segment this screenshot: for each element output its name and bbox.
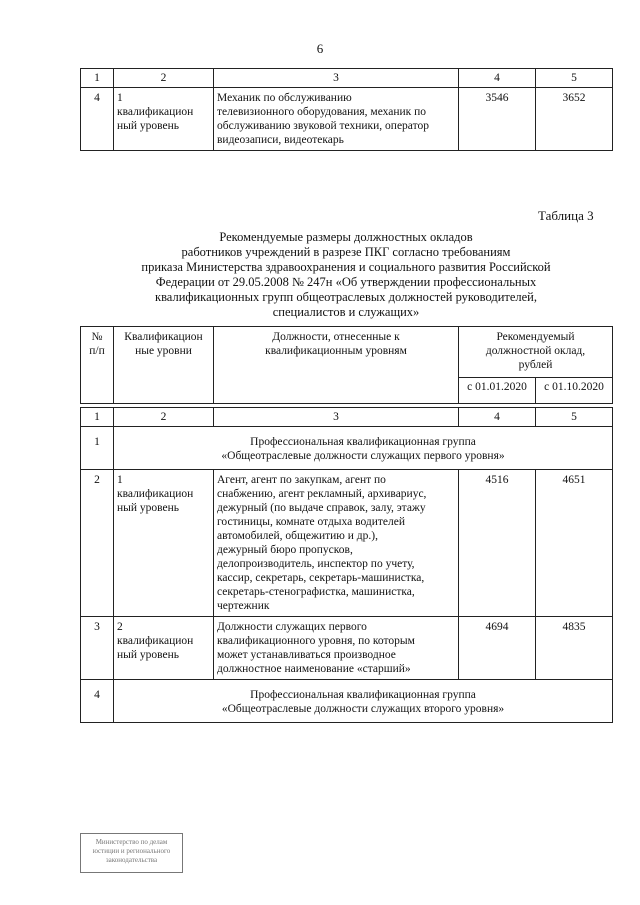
header-text: ные уровни (135, 345, 192, 357)
positions-line: телевизионного оборудования, механик по (217, 106, 427, 118)
header-text: п/п (89, 345, 105, 357)
stamp-line: законодательства (105, 856, 158, 864)
row-number: 1 (81, 427, 114, 470)
group-row (81, 680, 613, 723)
col-number-cell: 5 (536, 69, 613, 88)
positions-line: должностное наименование «старший» (217, 663, 411, 675)
title-line: работников учреждений в разрезе ПКГ согласно требованиям (181, 245, 511, 259)
group-title-line: «Общеотраслевые должности служащих второго уровня» (221, 703, 505, 715)
salary-table (80, 326, 613, 723)
positions-line: дежурный бюро пропусков, (217, 544, 353, 556)
positions-line: дежурный (по выдаче справок, залу, этажу (217, 502, 426, 514)
positions-line: кассир, секретарь, секретарь-машинистка, (217, 572, 425, 584)
level-text: ный уровень (117, 120, 180, 132)
positions-line: чертежник (217, 600, 270, 612)
positions-line: видеозаписи, видеотекарь (217, 134, 344, 146)
positions-line: секретарь-стенографистка, машинистка, (217, 586, 415, 598)
col-number-cell: 2 (114, 69, 214, 88)
col-number-cell: 4 (459, 69, 536, 88)
title-line: Рекомендуемые размеры должностных окладов (219, 230, 473, 244)
title-line: приказа Министерства здравоохранения и социального развития Российской (141, 260, 551, 274)
header-levels (114, 327, 214, 404)
positions-cell (214, 470, 459, 617)
row-number: 2 (81, 470, 114, 617)
level-text: квалификацион (117, 488, 194, 500)
col-number-cell: 2 (114, 408, 214, 427)
title-line: Федерации от 29.05.2008 № 247н «Об утверждении профессиональных (155, 275, 537, 289)
header-text: должностной оклад, (485, 345, 586, 357)
col-number-cell: 5 (536, 408, 613, 427)
column-number-row (81, 408, 613, 427)
table-caption: Таблица 3 (538, 208, 594, 223)
row-number: 3 (81, 617, 114, 680)
group-title (114, 680, 613, 723)
positions-line: гостиницы, комнате отдыха водителей (217, 516, 405, 528)
positions-cell (214, 88, 459, 151)
table-row (81, 88, 613, 151)
salary-jan-2020: 3546 (459, 88, 536, 151)
header-date-1: с 01.01.2020 (459, 378, 536, 404)
positions-line: делопроизводитель, инспектор по учету, (217, 558, 415, 570)
salary-jan-2020: 4516 (459, 470, 536, 617)
registration-stamp (80, 833, 183, 873)
positions-line: Должности служащих первого (217, 621, 367, 633)
header-positions (214, 327, 459, 404)
level-text: ный уровень (117, 502, 180, 514)
salary-oct-2020: 3652 (536, 88, 613, 151)
title-line: квалификационных групп общеотраслевых должностей руководителей, (155, 290, 537, 304)
stamp-line: юстиции и регионального (92, 847, 171, 855)
qualification-level (114, 617, 214, 680)
group-title-line: Профессиональная квалификационная группа (250, 436, 476, 448)
header-row (81, 327, 613, 378)
row-number: 4 (81, 88, 114, 151)
row-number: 4 (81, 680, 114, 723)
table-row (81, 617, 613, 680)
column-number-row (81, 69, 613, 88)
title-line: специалистов и служащих» (272, 305, 420, 319)
salary-oct-2020: 4835 (536, 617, 613, 680)
qualification-level (114, 470, 214, 617)
header-text: Квалификацион (124, 331, 203, 343)
header-text: квалификационным уровням (265, 345, 407, 357)
positions-cell (214, 617, 459, 680)
stamp-line: Министерство по делам (95, 838, 168, 846)
group-row (81, 427, 613, 470)
col-number-cell: 1 (81, 408, 114, 427)
salary-oct-2020: 4651 (536, 470, 613, 617)
header-salary (459, 327, 613, 378)
group-title-line: «Общеотраслевые должности служащих первого уровня» (221, 450, 505, 462)
continued-table (80, 68, 613, 151)
table-title (80, 230, 612, 320)
header-text: Рекомендуемый (496, 331, 575, 343)
level-text: ный уровень (117, 649, 180, 661)
group-title-line: Профессиональная квалификационная группа (250, 689, 476, 701)
header-text: рублей (518, 359, 553, 371)
col-number-cell: 3 (214, 69, 459, 88)
header-date-2: с 01.10.2020 (536, 378, 613, 404)
col-number-cell: 3 (214, 408, 459, 427)
col-number-cell: 4 (459, 408, 536, 427)
level-number: 1 (117, 92, 123, 104)
level-number: 1 (117, 474, 123, 486)
col-number-cell: 1 (81, 69, 114, 88)
positions-line: квалификационного уровня, по которым (217, 635, 415, 647)
positions-line: обслуживанию звуковой техники, оператор (217, 120, 429, 132)
positions-line: может устанавливаться производное (217, 649, 396, 661)
header-number (81, 327, 114, 404)
salary-jan-2020: 4694 (459, 617, 536, 680)
level-text: квалификацион (117, 635, 194, 647)
qualification-level (114, 88, 214, 151)
positions-line: автомобилей, общежитию и др.), (217, 530, 378, 542)
positions-line: снабжению, агент рекламный, архивариус, (217, 488, 427, 500)
group-title (114, 427, 613, 470)
header-text: Должности, отнесенные к (272, 331, 400, 343)
positions-line: Механик по обслуживанию (217, 92, 352, 104)
table-row (81, 470, 613, 617)
level-text: квалификацион (117, 106, 194, 118)
page-number: 6 (316, 41, 324, 56)
positions-line: Агент, агент по закупкам, агент по (217, 474, 386, 486)
header-text: № (91, 331, 103, 343)
level-number: 2 (117, 621, 123, 633)
